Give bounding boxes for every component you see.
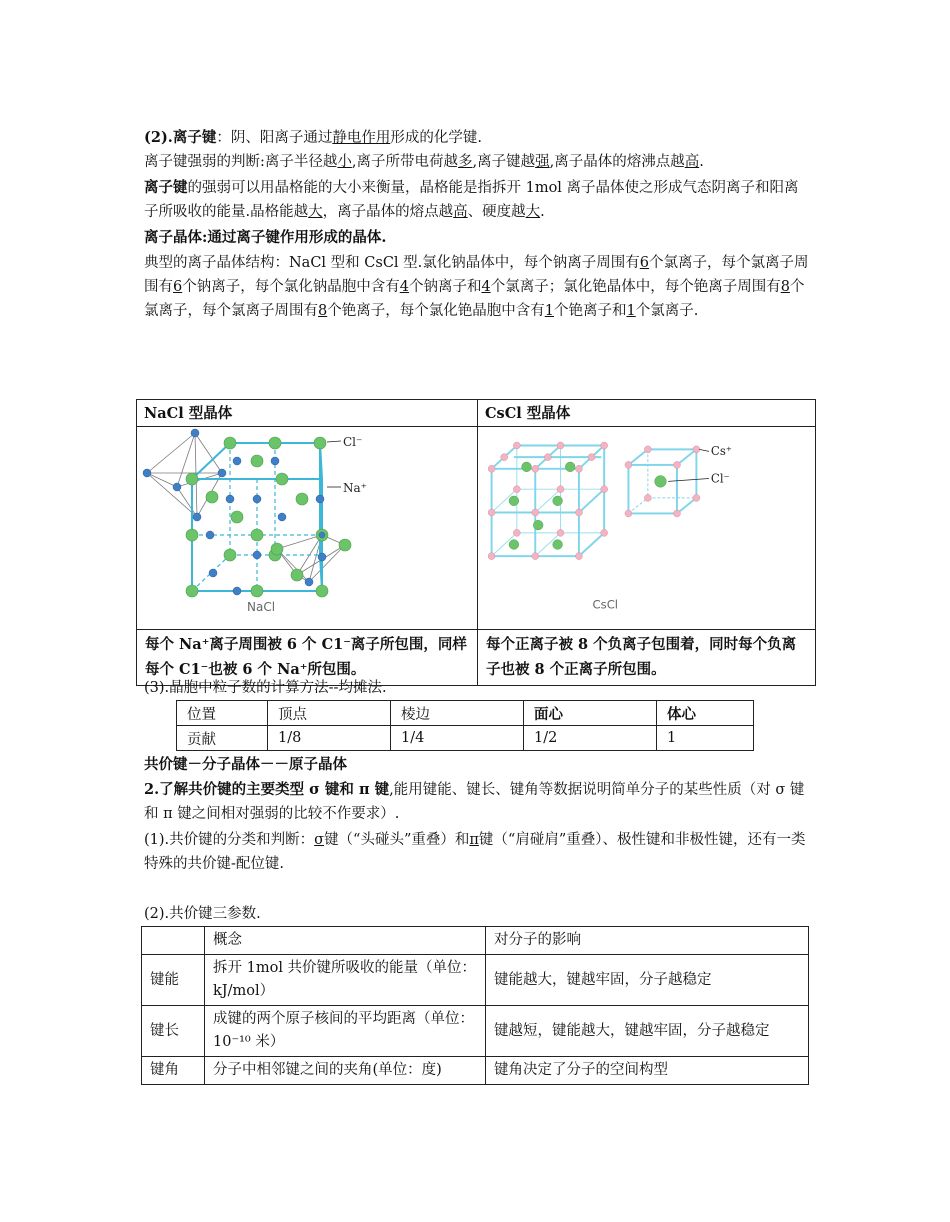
bond-row-length: 键长 成键的两个原子核间的平均距离（单位：10⁻¹⁰ 米） 键越短，键能越大，键越牢固，分子越稳定 bbox=[142, 1006, 809, 1057]
covalent-objective: 2.了解共价键的主要类型 σ 键和 π 键,能用键能、键长、键角等数据说明简单分子的某些性质（对 σ 键和 π 键之间相对强弱的比较不作要求）. bbox=[144, 781, 805, 822]
cscl-description: 每个正离子被 8 个负离子包围着，同时每个负离子也被 8 个正离子所包围。 bbox=[478, 630, 816, 686]
ionic-bond-definition: (2).离子键：阴、阳离子通过静电作用形成的化学键. bbox=[144, 129, 482, 146]
covalent-heading: 共价键－分子晶体－－原子晶体 bbox=[144, 756, 347, 773]
calc-method-title: (3).晶胞中粒子数的计算方法--均摊法. bbox=[144, 680, 387, 696]
cl-label-cscl: Cl⁻ bbox=[710, 471, 730, 486]
nacl-figure-caption: NaCl bbox=[247, 600, 276, 614]
cscl-figure-caption: CsCl bbox=[592, 597, 619, 612]
bond-header-row: 概念 对分子的影响 bbox=[142, 927, 809, 955]
section-label: (2).离子键 bbox=[144, 129, 217, 146]
bond-parameters-title: (2).共价键三参数. bbox=[144, 906, 261, 922]
nacl-header: NaCl 型晶体 bbox=[137, 400, 478, 427]
contribution-header-row: 位置 顶点 棱边 面心 体心 bbox=[177, 701, 754, 726]
bond-parameters-table bbox=[141, 926, 809, 1085]
cs-label: Cs⁺ bbox=[710, 444, 732, 459]
covalent-classification: (1).共价键的分类和判断：σ键（“头碰头”重叠）和π键（“肩碰肩”重叠）、极性键和非极性键，还有一类特殊的共价键-配位键. bbox=[144, 832, 806, 872]
bond-row-angle: 键角 分子中相邻键之间的夹角(单位：度) 键角决定了分子的空间构型 bbox=[142, 1057, 809, 1085]
center-cl-ion bbox=[655, 476, 667, 488]
ionic-bond-strength-rule: 离子键强弱的判断:离子半径越小,离子所带电荷越多,离子键越强,离子晶体的熔沸点越高. bbox=[144, 154, 704, 170]
nacl-structure-diagram bbox=[137, 427, 467, 629]
nacl-description: 每个 Na⁺离子周围被 6 个 C1⁻离子所包围，同样每个 C1⁻也被 6 个 Na⁺所包围。 bbox=[137, 630, 478, 686]
contribution-value-row: 贡献 1/8 1/4 1/2 1 bbox=[177, 726, 754, 751]
cscl-figure-cell bbox=[478, 427, 816, 630]
cscl-structure-diagram bbox=[478, 427, 808, 629]
nacl-octahedron-lines bbox=[147, 433, 345, 582]
lattice-energy-paragraph: 离子键的强弱可以用晶格能的大小来衡量，晶格能是指拆开 1mol 离子晶体使之形成气态阴离子和阳离子所吸收的能量.晶格能越大，离子晶体的熔点越高、硬度越大. bbox=[144, 179, 799, 220]
na-label: Na⁺ bbox=[343, 481, 367, 495]
nacl-figure-cell bbox=[137, 427, 478, 630]
contribution-table bbox=[176, 700, 754, 751]
crystal-structure-table bbox=[136, 399, 816, 686]
bond-row-energy: 键能 拆开 1mol 共价键所吸收的能量（单位：kJ/mol） 键能越大，键越牢固，分子越稳定 bbox=[142, 955, 809, 1006]
cl-label: Cl⁻ bbox=[343, 435, 363, 449]
typical-ionic-crystal-paragraph: 典型的离子晶体结构：NaCl 型和 CsCl 型.氯化钠晶体中，每个钠离子周围有6个氯离子，每个氯离子周围有6个钠离子，每个氯化钠晶胞中含有4个钠离子和4个氯离子；氯化铯晶体中，每个铯离子周围有8个氯离子，每个氯离子周围有8个铯离子，每个氯化铯晶胞中含有1个铯离子和1个氯离子. bbox=[144, 255, 809, 319]
ionic-crystal-definition: 离子晶体:通过离子键作用形成的晶体. bbox=[144, 229, 387, 246]
cscl-header: CsCl 型晶体 bbox=[478, 400, 816, 427]
